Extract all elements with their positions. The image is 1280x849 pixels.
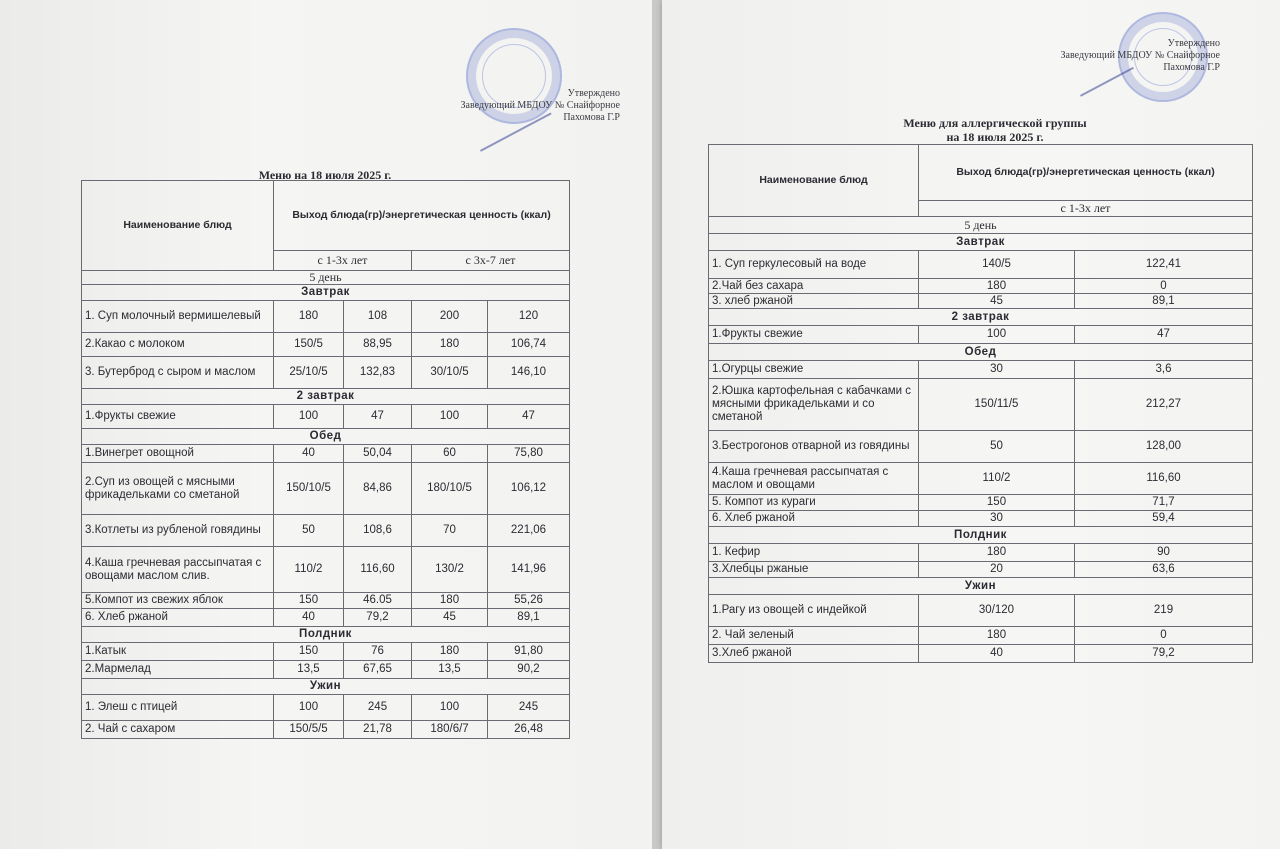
value-cell: 116,60 — [1075, 463, 1253, 495]
dish-name: 2.Суп из овощей с мясными фрикадельками со сметаной — [82, 463, 274, 515]
value-cell: 0 — [1075, 627, 1253, 645]
value-cell: 63,6 — [1075, 562, 1253, 578]
value-cell: 13,5 — [412, 661, 488, 679]
header-age-1-3: с 1-3х лет — [274, 251, 412, 271]
table-row — [709, 326, 1253, 344]
value-cell: 141,96 — [488, 547, 570, 593]
value-cell: 180 — [412, 593, 488, 609]
value-cell: 71,7 — [1075, 495, 1253, 511]
value-cell: 40 — [919, 645, 1075, 663]
value-cell: 180 — [919, 544, 1075, 562]
dish-name: 6. Хлеб ржаной — [709, 511, 919, 527]
value-cell: 108 — [344, 301, 412, 333]
value-cell: 26,48 — [488, 721, 570, 739]
value-cell: 67,65 — [344, 661, 412, 679]
approval-approved: Утверждено — [567, 88, 620, 99]
value-cell: 132,83 — [344, 357, 412, 389]
value-cell: 212,27 — [1075, 379, 1253, 431]
dish-name: 1.Огурцы свежие — [709, 361, 919, 379]
header-dish: Наименование блюд — [82, 181, 274, 271]
value-cell: 100 — [412, 695, 488, 721]
table-row — [82, 695, 570, 721]
value-cell: 110/2 — [919, 463, 1075, 495]
table-row — [709, 595, 1253, 627]
value-cell: 70 — [412, 515, 488, 547]
value-cell: 30/120 — [919, 595, 1075, 627]
section-row — [709, 527, 1253, 544]
page-title-left: Меню на 18 июля 2025 г. — [258, 168, 392, 182]
table-row — [82, 547, 570, 593]
table-row — [709, 627, 1253, 645]
value-cell: 13,5 — [274, 661, 344, 679]
dish-name: 2. Чай зеленый — [709, 627, 919, 645]
value-cell: 120 — [488, 301, 570, 333]
approval-position: Заведующий МБДОУ № — [1060, 50, 1165, 61]
value-cell: 110/2 — [274, 547, 344, 593]
approval-name: Пахомова Г.Р — [1163, 62, 1220, 73]
table-row — [709, 251, 1253, 279]
table-row — [709, 431, 1253, 463]
value-cell: 50 — [919, 431, 1075, 463]
day-label: 5 день — [82, 271, 570, 285]
value-cell: 55,26 — [488, 593, 570, 609]
header-output: Выход блюда(гр)/энергетическая ценность (ккал) — [274, 181, 570, 251]
page-title-right — [760, 116, 1230, 144]
value-cell: 75,80 — [488, 445, 570, 463]
table-row — [82, 357, 570, 389]
value-cell: 180 — [919, 279, 1075, 294]
dish-name: 1. Элеш с птицей — [82, 695, 274, 721]
value-cell: 146,10 — [488, 357, 570, 389]
dish-name: 4.Каша гречневая рассыпчатая с маслом и овощами — [709, 463, 919, 495]
value-cell: 150 — [919, 495, 1075, 511]
header-output: Выход блюда(гр)/энергетическая ценность (ккал) — [919, 145, 1253, 201]
dish-name: 3.Бестрогонов отварной из говядины — [709, 431, 919, 463]
table-row — [709, 511, 1253, 527]
table-row — [82, 609, 570, 627]
table-row — [82, 463, 570, 515]
dish-name: 5.Компот из свежих яблок — [82, 593, 274, 609]
approval-line — [980, 50, 1220, 62]
dish-name: 1.Катык — [82, 643, 274, 661]
dish-name: 1.Фрукты свежие — [82, 405, 274, 429]
value-cell: 60 — [412, 445, 488, 463]
value-cell: 47 — [1075, 326, 1253, 344]
value-cell: 106,74 — [488, 333, 570, 357]
value-cell: 150/10/5 — [274, 463, 344, 515]
approval-block-left — [380, 88, 620, 124]
dish-name: 3.Хлеб ржаной — [709, 645, 919, 663]
value-cell: 84,86 — [344, 463, 412, 515]
value-cell: 90,2 — [488, 661, 570, 679]
value-cell: 20 — [919, 562, 1075, 578]
table-row — [709, 562, 1253, 578]
value-cell: 180 — [412, 333, 488, 357]
value-cell: 140/5 — [919, 251, 1075, 279]
section-row — [709, 344, 1253, 361]
value-cell: 76 — [344, 643, 412, 661]
value-cell: 150/5/5 — [274, 721, 344, 739]
table-row — [82, 721, 570, 739]
approval-name: Пахомова Г.Р — [563, 112, 620, 123]
section-row — [82, 285, 570, 301]
value-cell: 30 — [919, 361, 1075, 379]
value-cell: 88,95 — [344, 333, 412, 357]
value-cell: 180 — [919, 627, 1075, 645]
section-title: 2 завтрак — [709, 309, 1253, 326]
value-cell: 3,6 — [1075, 361, 1253, 379]
value-cell: 221,06 — [488, 515, 570, 547]
value-cell: 45 — [919, 294, 1075, 309]
value-cell: 122,41 — [1075, 251, 1253, 279]
table-row — [709, 379, 1253, 431]
value-cell: 47 — [488, 405, 570, 429]
value-cell: 100 — [274, 405, 344, 429]
table-row — [82, 301, 570, 333]
value-cell: 150/11/5 — [919, 379, 1075, 431]
value-cell: 59,4 — [1075, 511, 1253, 527]
section-title: Полдник — [82, 627, 570, 643]
dish-name: 3.Хлебцы ржаные — [709, 562, 919, 578]
approval-position: Заведующий МБДОУ № — [460, 100, 565, 111]
approval-org: Снайфорное — [566, 100, 620, 111]
dish-name: 2.Мармелад — [82, 661, 274, 679]
dish-name: 3.Котлеты из рубленой говядины — [82, 515, 274, 547]
dish-name: 2. Чай с сахаром — [82, 721, 274, 739]
section-row — [82, 389, 570, 405]
dish-name: 2.Какао с молоком — [82, 333, 274, 357]
section-row — [82, 429, 570, 445]
dish-name: 1.Винегрет овощной — [82, 445, 274, 463]
menu-table-right — [708, 144, 1253, 663]
table-row — [82, 405, 570, 429]
section-title: Ужин — [82, 679, 570, 695]
value-cell: 180/6/7 — [412, 721, 488, 739]
value-cell: 180 — [412, 643, 488, 661]
section-title: Обед — [82, 429, 570, 445]
section-row — [82, 679, 570, 695]
section-title: Полдник — [709, 527, 1253, 544]
value-cell: 0 — [1075, 279, 1253, 294]
value-cell: 40 — [274, 609, 344, 627]
dish-name: 2.Чай без сахара — [709, 279, 919, 294]
table-row — [709, 495, 1253, 511]
section-title: Завтрак — [709, 234, 1253, 251]
section-row — [709, 309, 1253, 326]
dish-name: 4.Каша гречневая рассыпчатая с овощами маслом слив. — [82, 547, 274, 593]
value-cell: 106,12 — [488, 463, 570, 515]
header-age-3-7: с 3х-7 лет — [412, 251, 570, 271]
value-cell: 47 — [344, 405, 412, 429]
section-row — [709, 578, 1253, 595]
value-cell: 91,80 — [488, 643, 570, 661]
table-row — [82, 445, 570, 463]
value-cell: 180/10/5 — [412, 463, 488, 515]
table-row — [82, 515, 570, 547]
value-cell: 150 — [274, 643, 344, 661]
value-cell: 46.05 — [344, 593, 412, 609]
value-cell: 180 — [274, 301, 344, 333]
dish-name: 3. Бутерброд с сыром и маслом — [82, 357, 274, 389]
table-row — [709, 361, 1253, 379]
value-cell: 150 — [274, 593, 344, 609]
approval-org: Снайфорное — [1166, 50, 1220, 61]
dish-name: 1.Рагу из овощей с индейкой — [709, 595, 919, 627]
day-label: 5 день — [709, 217, 1253, 234]
header-dish: Наименование блюд — [709, 145, 919, 217]
dish-name: 6. Хлеб ржаной — [82, 609, 274, 627]
dish-name: 3. хлеб ржаной — [709, 294, 919, 309]
value-cell: 40 — [274, 445, 344, 463]
value-cell: 108,6 — [344, 515, 412, 547]
header-row — [82, 181, 570, 251]
page-title-line1: Меню для аллергической группы — [903, 116, 1087, 130]
value-cell: 30 — [919, 511, 1075, 527]
value-cell: 128,00 — [1075, 431, 1253, 463]
section-row — [709, 234, 1253, 251]
value-cell: 25/10/5 — [274, 357, 344, 389]
value-cell: 90 — [1075, 544, 1253, 562]
value-cell: 150/5 — [274, 333, 344, 357]
table-row — [82, 643, 570, 661]
approval-block-right — [980, 38, 1220, 74]
value-cell: 79,2 — [344, 609, 412, 627]
header-age-1-3: с 1-3х лет — [919, 201, 1253, 217]
value-cell: 100 — [412, 405, 488, 429]
value-cell: 89,1 — [1075, 294, 1253, 309]
approval-line — [380, 100, 620, 112]
value-cell: 219 — [1075, 595, 1253, 627]
value-cell: 21,78 — [344, 721, 412, 739]
value-cell: 100 — [274, 695, 344, 721]
dish-name: 1. Кефир — [709, 544, 919, 562]
table-row — [82, 333, 570, 357]
table-row — [709, 544, 1253, 562]
value-cell: 130/2 — [412, 547, 488, 593]
day-row — [82, 271, 570, 285]
section-title: 2 завтрак — [82, 389, 570, 405]
value-cell: 50 — [274, 515, 344, 547]
value-cell: 89,1 — [488, 609, 570, 627]
value-cell: 245 — [344, 695, 412, 721]
table-row — [709, 279, 1253, 294]
day-row — [709, 217, 1253, 234]
section-row — [82, 627, 570, 643]
value-cell: 200 — [412, 301, 488, 333]
value-cell: 50,04 — [344, 445, 412, 463]
table-row — [709, 294, 1253, 309]
value-cell: 79,2 — [1075, 645, 1253, 663]
section-title: Завтрак — [82, 285, 570, 301]
section-title: Ужин — [709, 578, 1253, 595]
dish-name: 5. Компот из кураги — [709, 495, 919, 511]
value-cell: 116,60 — [344, 547, 412, 593]
value-cell: 45 — [412, 609, 488, 627]
table-row — [82, 661, 570, 679]
value-cell: 100 — [919, 326, 1075, 344]
approval-approved: Утверждено — [1167, 38, 1220, 49]
value-cell: 245 — [488, 695, 570, 721]
table-row — [82, 593, 570, 609]
header-row — [709, 145, 1253, 201]
value-cell: 30/10/5 — [412, 357, 488, 389]
dish-name: 1. Суп молочный вермишелевый — [82, 301, 274, 333]
dish-name: 1. Суп геркулесовый на воде — [709, 251, 919, 279]
page-fold — [652, 0, 662, 849]
table-row — [709, 645, 1253, 663]
section-title: Обед — [709, 344, 1253, 361]
page-title-line2: на 18 июля 2025 г. — [946, 130, 1044, 144]
dish-name: 1.Фрукты свежие — [709, 326, 919, 344]
dish-name: 2.Юшка картофельная с кабачками с мясными фрикадельками и со сметаной — [709, 379, 919, 431]
table-row — [709, 463, 1253, 495]
menu-table-left — [81, 180, 570, 739]
